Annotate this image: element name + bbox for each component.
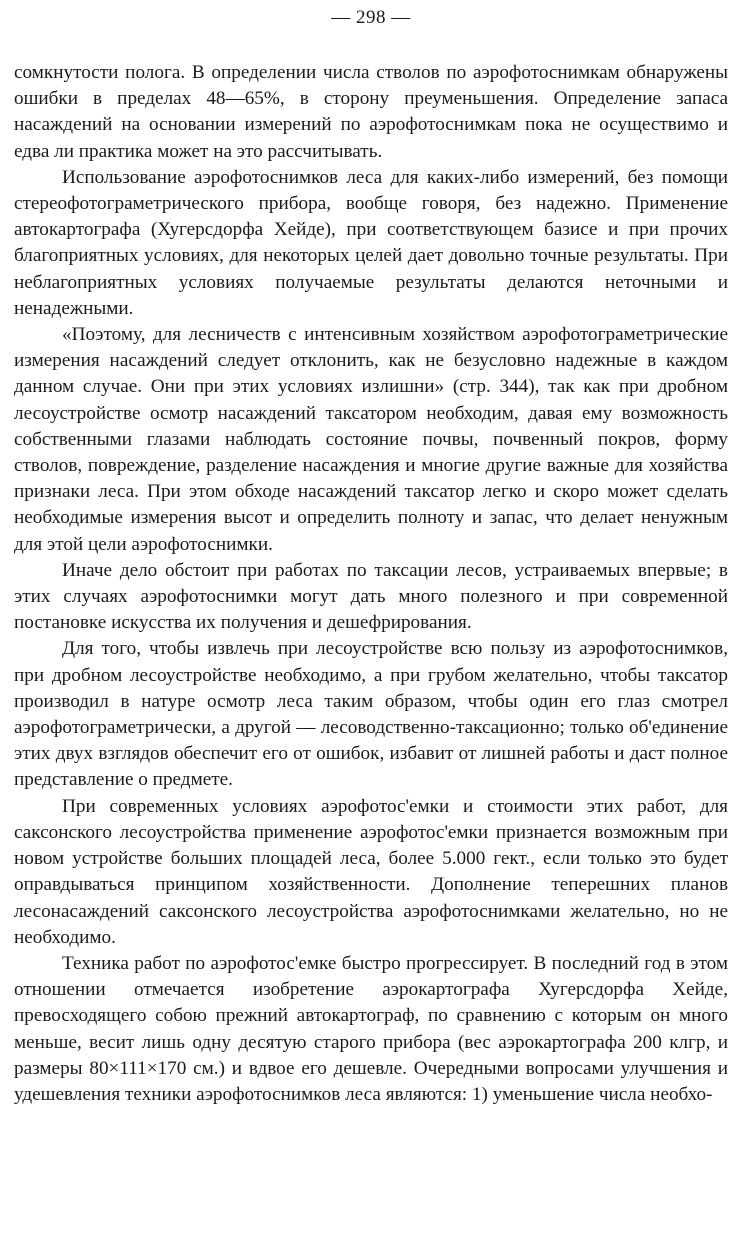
book-page — [14, 8, 728, 1108]
paragraph-6: При современных условиях аэрофотос'емки и стоимости этих работ, для саксонского лесоустройства применение аэрофотос'емки признается возможным при новом устройстве больших площадей леса, более 5.000 гект., если только это будет оправдываться принципом хозяйственности. Дополнение теперешних планов лесонасаждений саксонского лесоустройства аэрофотоснимками желательно, но не необходимо. — [14, 795, 728, 948]
paragraph-1: сомкнутости полога. В определении числа стволов по аэрофотоснимкам обнаружены ошибки в пределах 48—65%, в сторону преуменьшения. Определение запаса насаждений на основании измерений по аэрофотоснимкам пока не осуществимо и едва ли практика может на это рассчитывать. — [14, 62, 728, 162]
page-number: — 298 — — [331, 7, 411, 28]
paragraph-2: Использование аэрофотоснимков леса для каких-либо измерений, без помощи стереофотограметрического прибора, вообще говоря, без надежно. Применение автокартографа (Хугерсдорфа Хейде), при соответствующем базисе и при прочих благоприятных условиях, для некоторых целей дает довольно точные результаты. При неблагоприятных условиях получаемые результаты делаются неточными и ненадежными. — [14, 166, 728, 319]
paragraph-7: Техника работ по аэрофотос'емке быстро прогрессирует. В последний год в этом отношении отмечается изобретение аэрокартографа Хугерсдорфа Хейде, превосходящего собою прежний автокартограф, по сравнению с которым он много меньше, весит лишь одну десятую старого прибора (вес аэрокартографа 200 клгр, и размеры 80×111×170 см.) и вдвое его дешевле. Очередными вопросами улучшения и удешевления техники аэрофотоснимков леса являются: 1) уменьшение числа необхо- — [14, 952, 728, 1105]
paragraph-4: Иначе дело обстоит при работах по таксации лесов, устраиваемых впервые; в этих случаях аэрофотоснимки могут дать много полезного и при современной постановке искусства их получения и дешефрирования. — [14, 559, 728, 634]
paragraph-3: «Поэтому, для лесничеств с интенсивным хозяйством аэрофотограметрические измерения насаждений следует отклонить, как не безусловно надежные в каждом данном случае. Они при этих условиях излишни» (стр. 344), так как при дробном лесоустройстве осмотр насаждений таксатором необходим, давая ему возможность собственными глазами наблюдать состояние почвы, почвенный покров, форму стволов, повреждение, разделение насаждения и многие другие важные для хозяйства признаки леса. При этом обходе насаждений таксатор легко и скоро может сделать необходимые измерения высот и определить полноту и запас, что делает ненужным для этой цели аэрофотоснимки. — [14, 324, 728, 555]
paragraph-5: Для того, чтобы извлечь при лесоустройстве всю пользу из аэрофотоснимков, при дробном лесоустройстве необходимо, а при грубом желательно, чтобы таксатор производил в натуре осмотр леса таким образом, чтобы один его глаз смотрел аэрофотограметрически, а другой — лесоводственно-таксационно; только об'единение этих двух взглядов обеспечит его от ошибок, избавит от лишней работы и даст полное представление о предмете. — [14, 638, 728, 791]
